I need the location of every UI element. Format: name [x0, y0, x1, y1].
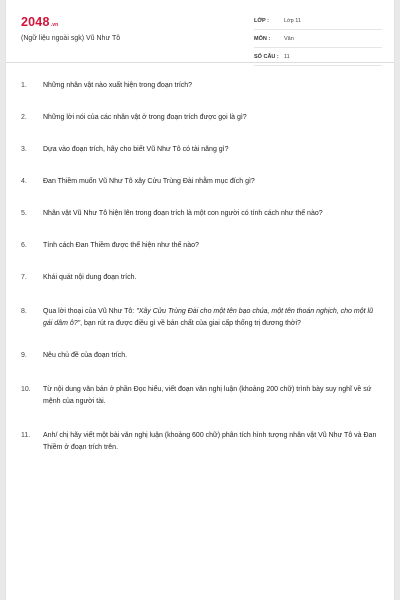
- worksheet-header: [6, 0, 394, 63]
- question-text: Dựa vào đoạn trích, hãy cho biết Vũ Như Tô có tài năng gì?: [43, 146, 229, 153]
- meta-row-class: [254, 14, 382, 30]
- question-number: 3.: [21, 146, 27, 153]
- meta-value-class: Lớp 11: [284, 18, 301, 24]
- question-text: Đan Thiềm muốn Vũ Như Tô xây Cửu Trùng Đài nhằm mục đích gì?: [43, 178, 255, 185]
- question-text-intro: Qua lời thoại của Vũ Như Tô:: [43, 308, 137, 315]
- question-number: 6.: [21, 242, 27, 249]
- question-number: 5.: [21, 210, 27, 217]
- question-text: [43, 306, 378, 330]
- meta-label-class: LỚP :: [254, 18, 269, 24]
- question-text: Khái quát nội dung đoạn trích.: [43, 274, 137, 281]
- question-number: 1.: [21, 82, 27, 89]
- question-text: Tính cách Đan Thiềm được thể hiện như thế nào?: [43, 242, 199, 249]
- logo-main-text: 2048: [21, 15, 50, 29]
- question-text: Từ nội dung văn bản ở phần Đọc hiểu, viết đoạn văn nghị luận (khoảng 200 chữ) trình bày suy nghĩ về sứ mệnh của người tài.: [43, 386, 372, 405]
- question-text: Nhân vật Vũ Như Tô hiện lên trong đoạn trích là một con người có tính cách như thế nào?: [43, 210, 323, 217]
- logo-suffix-text: .vn: [50, 22, 59, 28]
- question-text: Nêu chủ đề của đoạn trích.: [43, 352, 128, 359]
- question-number: 8.: [21, 308, 27, 315]
- worksheet-page: [6, 0, 394, 600]
- question-text: Những nhân vật nào xuất hiện trong đoạn trích?: [43, 82, 193, 89]
- question-number: 11.: [21, 432, 31, 439]
- question-quote: "Xây Cửu Trùng Đài cho một tên bạo chúa, một tên thoán nghịch, cho một lũ gái dâm ô?": [43, 308, 373, 327]
- meta-label-subject: MÔN :: [254, 36, 271, 42]
- question-text: Anh/ chị hãy viết một bài văn nghị luận (khoảng 600 chữ) phân tích hình tượng nhân vật Vũ Như Tô và Đan Thiềm ở đoạn trích trên.: [43, 432, 377, 451]
- question-number: 7.: [21, 274, 27, 281]
- question-text: Những lời nói của các nhân vật ở trong đoạn trích được gọi là gì?: [43, 114, 247, 121]
- meta-info: [254, 14, 382, 68]
- meta-value-question-count: 11: [284, 54, 290, 60]
- meta-label-question-count: SỐ CÂU :: [254, 54, 279, 60]
- meta-row-subject: [254, 32, 382, 48]
- question-number: 2.: [21, 114, 27, 121]
- meta-row-question-count: [254, 50, 382, 66]
- question-number: 10.: [21, 386, 31, 393]
- document-title: (Ngữ liệu ngoài sgk) Vũ Như Tô: [21, 35, 121, 42]
- question-text-rest: , bạn rút ra được điều gì về bản chất của giai cấp thống trị đương thời?: [80, 320, 301, 327]
- question-number: 4.: [21, 178, 27, 185]
- site-logo[interactable]: [21, 15, 58, 32]
- question-number: 9.: [21, 352, 27, 359]
- meta-value-subject: Văn: [284, 36, 294, 42]
